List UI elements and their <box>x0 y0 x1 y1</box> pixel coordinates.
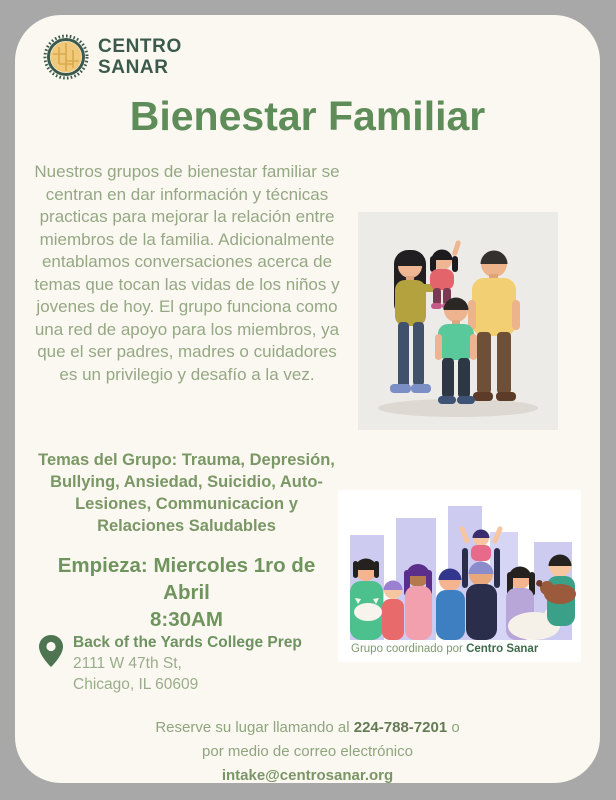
logo-word-sanar: SANAR <box>98 57 169 78</box>
logo-wordmark <box>98 36 182 78</box>
footer-line1-prefix: Reserve su lugar llamando al <box>155 719 354 736</box>
page-title: Bienestar Familiar <box>129 93 486 139</box>
intro-paragraph: Nuestros grupos de bienestar familiar se centran en dar información y técnicas practicas para mejorar la relación entre miembros de la familia. Adicionalmente entablamos conversaciones acerca de temas que tocan las vidas de los niños y jovenes de hoy. El grupo funciona como una red de apoyo para los miembros, ya que el ser padres, madres o cuidadores es un privilegio y desafío a la vez. <box>34 162 340 384</box>
footer-line1-suffix: o <box>447 719 460 736</box>
flyer-card <box>15 15 600 783</box>
location-address-line1: 2111 W 47th St, <box>73 655 182 672</box>
caption-prefix: Grupo coordinado por <box>351 643 467 655</box>
centro-sanar-logo <box>43 34 182 80</box>
illustration-caption <box>351 643 538 655</box>
footer-line2: por medio de correo electrónico <box>202 743 413 760</box>
community-group-illustration-image <box>338 490 581 662</box>
email-address: intake@centrosanar.org <box>221 767 394 783</box>
start-date-line2: 8:30AM <box>150 608 223 631</box>
location-address-line2: Chicago, IL 60609 <box>73 676 199 693</box>
start-date-text <box>35 552 338 633</box>
footer-contact <box>15 716 600 783</box>
caption-brand: Centro Sanar <box>466 643 539 655</box>
footer-line1 <box>15 716 600 740</box>
family-illustration-image <box>358 212 558 430</box>
location-name: Back of the Yards College Prep <box>73 634 302 651</box>
location-pin-icon <box>39 635 63 667</box>
location-block <box>39 633 302 695</box>
topics-text: Temas del Grupo: Trauma, Depresión, Bullying, Ansiedad, Suicidio, Auto-Lesiones, Communicacion y Relaciones Saludables <box>38 451 335 535</box>
centro-sanar-logo-icon <box>43 34 89 80</box>
start-date-line1: Empieza: Miercoles 1ro de Abril <box>57 554 316 604</box>
phone-number: 224-788-7201 <box>353 719 448 736</box>
logo-word-centro: CENTRO <box>98 36 182 57</box>
